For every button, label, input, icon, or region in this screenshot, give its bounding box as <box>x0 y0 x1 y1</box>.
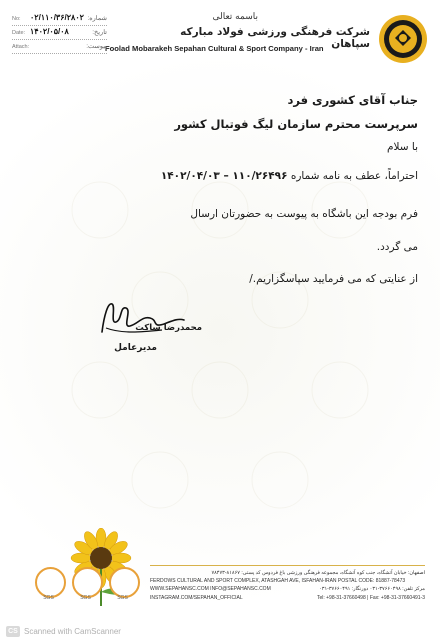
camscanner-icon: CS <box>6 626 20 637</box>
letter-number-value: ۰۲/۱۱۰/۳۶/۲۸۰۲ <box>30 13 84 22</box>
paragraph-1-text: احتراماً، عطف به نامه شماره <box>290 170 418 182</box>
footer-address-en: FERDOWS CULTURAL AND SPORT COMPLEX, ATASHGAH AVE, ISFAHAN-IRAN POSTAL CODE: 81887-78473 <box>150 578 406 584</box>
attach-label-fa: پیوست: <box>86 43 107 50</box>
organization-name-english: Foolad Mobarakeh Sepahan Cultural & Sport Company - Iran <box>105 44 324 53</box>
footer-address-fa: اصفهان: خیابان آتشگاه، جنب کوه آتشگاه، مجموعه فرهنگی ورزشی باغ فردوس کد پستی: ۸۱۸۶۷-۷۸۴۷۳ <box>211 570 425 576</box>
footer-web-email: WWW.SEPAHANSC.COM INFO@SEPAHANSC.COM <box>150 586 271 592</box>
certification-label: SGS <box>43 595 54 601</box>
signatory-title: مدیرعامل <box>114 343 157 353</box>
certification-badges <box>35 567 155 603</box>
number-label-fa: شماره: <box>87 15 107 22</box>
closing-line: از عنایتی که می فرمایید سپاسگزاریم./ <box>249 273 418 285</box>
date-label-fa: تاریخ: <box>92 29 107 36</box>
attach-label-en: Attach: <box>12 44 30 50</box>
paragraph-3: می گردد. <box>376 241 418 253</box>
certification-badge-icon <box>35 567 66 598</box>
footer-phone-fa: مرکز تلفن: ۳۷۶۶۰۴۹۸-۰۳۱ دورنگار: ۳۷۶۶۰۴۹۱-۰۳۱ <box>319 586 425 592</box>
paragraph-2: فرم بودجه این باشگاه به پیوست به حضورتان ارسال <box>190 208 418 220</box>
footer-contact-info <box>150 565 425 611</box>
handwritten-signature <box>92 294 187 344</box>
letter-number-row <box>12 13 107 26</box>
footer-tel-fax: Tel: +98-31-37660498 | Fax: +98-31-37660491-3 <box>316 595 425 601</box>
greeting: با سلام <box>386 141 418 153</box>
signatory-name: محمدرضا ساکت <box>135 323 202 333</box>
bismillah-heading: باسمه تعالی <box>212 12 258 22</box>
addressee-line-2: سرپرست محترم سازمان لیگ فوتبال کشور <box>174 117 418 131</box>
certification-label: SGS <box>117 595 128 601</box>
letter-date-value: ۱۴۰۲/۰۵/۰۸ <box>30 27 69 36</box>
date-label-en: Date: <box>12 30 26 36</box>
reference-number: ۱۱۰/۲۶۴۹۶ – ۱۴۰۲/۰۴/۰۳ <box>160 170 288 182</box>
sepahan-logo-icon <box>378 14 428 64</box>
organization-name-persian: شرکت فرهنگی ورزشی فولاد مبارکه سپاهان <box>180 26 370 50</box>
addressee-line-1: جناب آقای کشوری فرد <box>287 93 418 107</box>
letter-date-row <box>12 27 107 40</box>
footer-instagram: INSTAGRAM.COM/SEPAHAN_OFFICIAL <box>150 595 243 601</box>
paragraph-1 <box>18 170 418 182</box>
letter-attach-row <box>12 41 107 54</box>
camscanner-text: Scanned with CamScanner <box>24 627 121 636</box>
certification-badge-icon <box>109 567 140 598</box>
certification-label: SGS <box>80 595 91 601</box>
number-label-en: No: <box>12 16 21 22</box>
letter-metadata <box>12 13 107 55</box>
certification-badge-icon <box>72 567 103 598</box>
camscanner-bar <box>0 624 440 640</box>
